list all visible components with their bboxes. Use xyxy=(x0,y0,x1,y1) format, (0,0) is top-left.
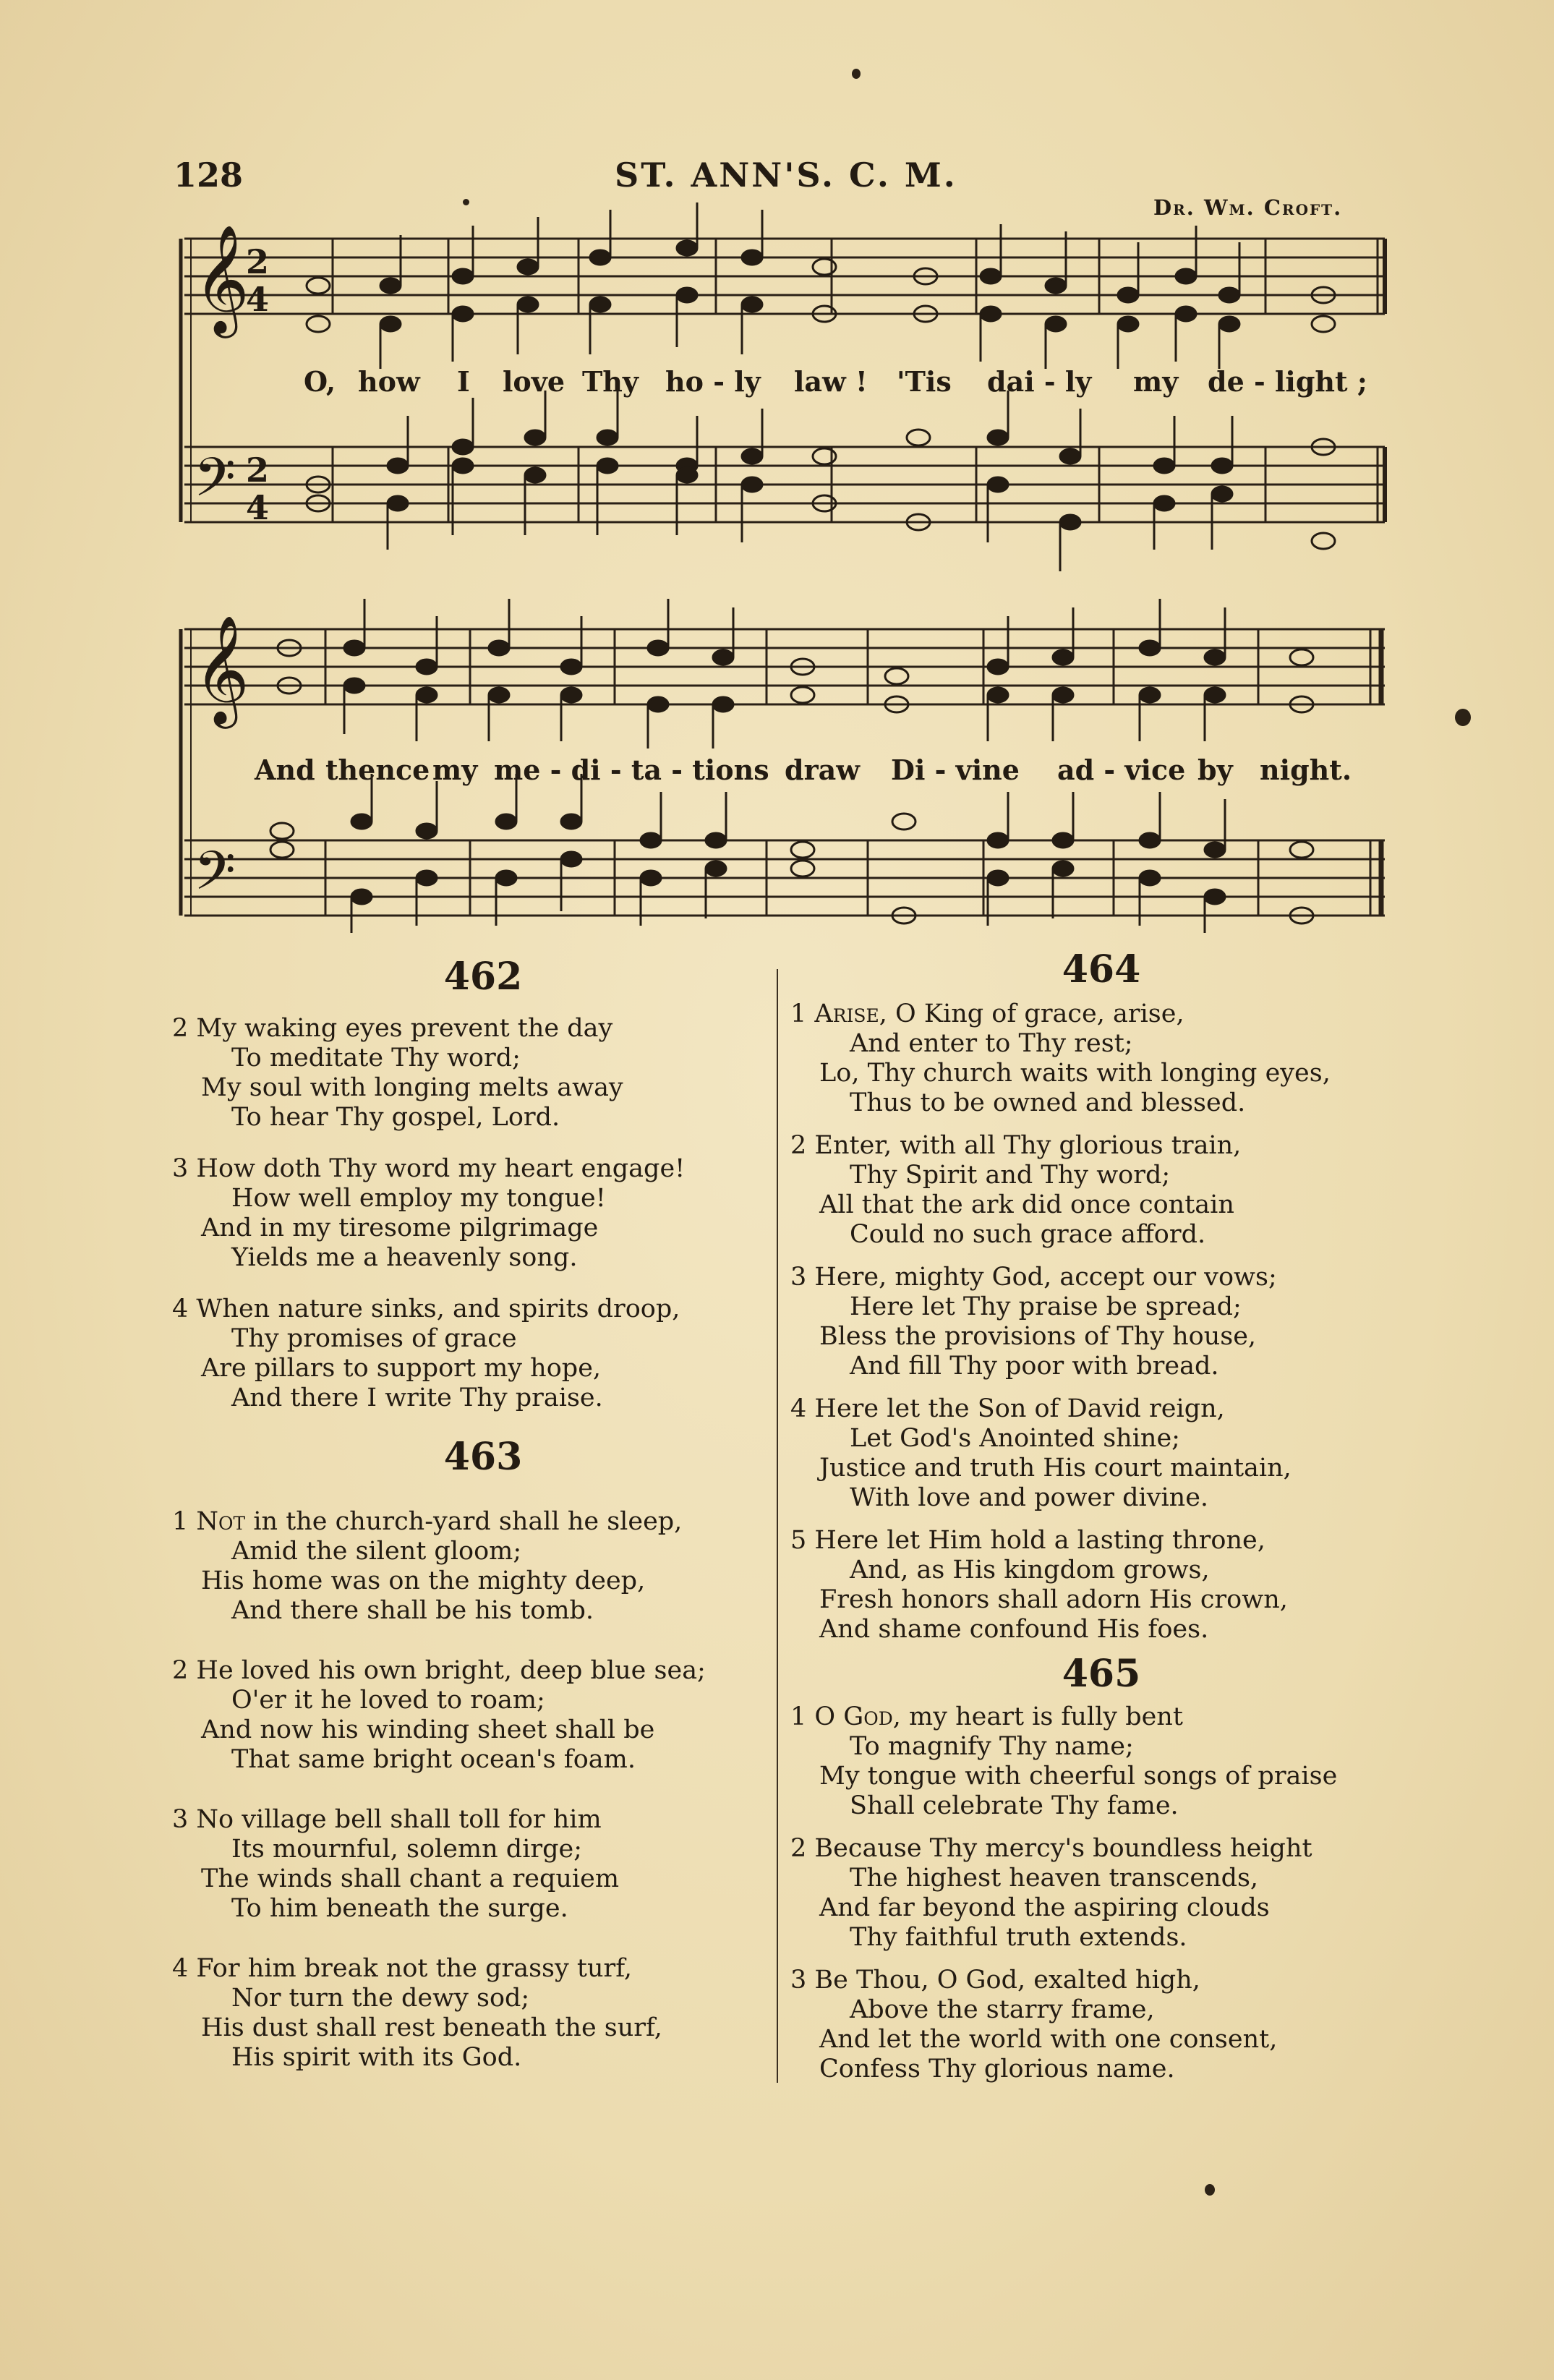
lyric-syllable: by xyxy=(1197,754,1233,786)
verse-line: O'er it he loved to roam; xyxy=(231,1686,545,1715)
stanza xyxy=(790,1702,1412,1821)
stanza-number: 1 xyxy=(172,1507,189,1536)
music-score xyxy=(0,0,1554,933)
stanza xyxy=(790,1263,1412,1381)
hymn-464 xyxy=(790,947,1412,1645)
verse-line: To meditate Thy word; xyxy=(231,1044,521,1072)
stanza-number: 3 xyxy=(172,1805,189,1834)
stanza-number: 3 xyxy=(790,1263,807,1292)
verse-line: And shame confound His foes. xyxy=(819,1615,1209,1644)
verse-line: Enter, with all Thy glorious train, xyxy=(814,1131,1242,1160)
verse-line: My tongue with cheerful songs of praise xyxy=(819,1762,1338,1791)
stanza xyxy=(172,1507,794,1626)
stanza xyxy=(172,1295,794,1413)
verse-line: His dust shall rest beneath the surf, xyxy=(201,2013,662,2042)
stanza xyxy=(790,1834,1412,1953)
verse-line: , my heart is fully bent xyxy=(892,1702,1183,1731)
lyric-syllable: me - di - ta - tions xyxy=(494,754,769,786)
lyric-syllable: law ! xyxy=(794,365,868,398)
tune-title: ST. ANN'S. C. M. xyxy=(615,155,957,195)
hymn-number: 462 xyxy=(443,955,523,999)
verse-line-prefix: O xyxy=(814,1702,844,1731)
svg-text:2: 2 xyxy=(246,451,270,490)
first-word: Arise xyxy=(814,999,879,1028)
hymn-463 xyxy=(172,1435,794,2073)
verse-line: Above the starry frame, xyxy=(850,1995,1155,2024)
treble-clef-icon: 𝄞 xyxy=(194,223,249,333)
page-number: 128 xyxy=(174,155,244,195)
paper-speck xyxy=(1205,2184,1215,2196)
lyric-syllable: dai - ly xyxy=(987,365,1092,398)
svg-text:4: 4 xyxy=(246,488,270,527)
paper-speck xyxy=(463,199,469,205)
svg-text:2: 2 xyxy=(246,242,270,281)
stanza xyxy=(790,1131,1412,1250)
verse-line: And let the world with one consent, xyxy=(819,2025,1278,2054)
stanza xyxy=(172,1805,794,1924)
paper-speck xyxy=(1455,709,1471,726)
stanza-number: 2 xyxy=(790,1834,807,1863)
verse-line: Here let the Son of David reign, xyxy=(814,1394,1225,1423)
lyric-syllable: 'Tis xyxy=(897,365,952,398)
lyric-syllable: Thy xyxy=(582,365,639,398)
lyric-syllable: de - light ; xyxy=(1208,365,1367,398)
svg-text:4: 4 xyxy=(246,280,270,319)
stanza xyxy=(790,1394,1412,1513)
lyric-syllable: I xyxy=(457,365,470,398)
treble-clef-icon-2: 𝄞 xyxy=(194,614,249,724)
verse-line: Here, mighty God, accept our vows; xyxy=(814,1263,1277,1292)
verse-line: Could no such grace afford. xyxy=(850,1220,1206,1249)
verse-line: My waking eyes prevent the day xyxy=(196,1014,613,1043)
verse-line: How doth Thy word my heart engage! xyxy=(196,1154,686,1183)
verse-line: He loved his own bright, deep blue sea; xyxy=(196,1656,706,1685)
right-column xyxy=(790,947,1412,2106)
stanza-number: 2 xyxy=(172,1014,189,1043)
lyrics-line-2 xyxy=(0,754,1554,790)
verse-line: His spirit with its God. xyxy=(231,2043,522,2072)
verse-line: And far beyond the aspiring clouds xyxy=(819,1893,1270,1922)
lyric-syllable: how xyxy=(358,365,420,398)
lyric-syllable: ad - vice xyxy=(1057,754,1186,786)
verse-line: And fill Thy poor with bread. xyxy=(850,1352,1219,1381)
hymn-number: 465 xyxy=(1062,1652,1141,1696)
hymn-number: 463 xyxy=(443,1435,523,1479)
verse-line: Thus to be owned and blessed. xyxy=(850,1088,1246,1117)
stanza xyxy=(172,1954,794,2073)
verse-line: To hear Thy gospel, Lord. xyxy=(231,1103,560,1132)
stanza-number: 3 xyxy=(172,1154,189,1183)
lyric-syllable: love xyxy=(503,365,565,398)
stanza-number: 1 xyxy=(790,999,807,1028)
paper-speck xyxy=(852,69,861,79)
verse-line: Justice and truth His court maintain, xyxy=(819,1454,1292,1483)
first-word: God xyxy=(843,1702,893,1731)
verse-line: , O King of grace, arise, xyxy=(879,999,1184,1028)
verse-line: The winds shall chant a requiem xyxy=(201,1864,620,1893)
verse-line: Thy Spirit and Thy word; xyxy=(850,1161,1171,1190)
stanza xyxy=(790,999,1412,1118)
bass-staff-1 xyxy=(184,447,1385,522)
stanza-number: 5 xyxy=(790,1526,807,1555)
verse-line: Because Thy mercy's boundless height xyxy=(814,1834,1312,1863)
lyric-syllable: thence xyxy=(325,754,430,786)
stanza-number: 2 xyxy=(790,1131,807,1160)
stanza xyxy=(172,1656,794,1775)
hymn-462 xyxy=(172,955,794,1413)
stanza-number: 2 xyxy=(172,1656,189,1685)
stanza xyxy=(172,1154,794,1273)
verse-line: To him beneath the surge. xyxy=(231,1894,568,1923)
verse-line: Lo, Thy church waits with longing eyes, xyxy=(819,1059,1331,1088)
first-word: Not xyxy=(196,1507,246,1536)
verse-line: Confess Thy glorious name. xyxy=(819,2055,1175,2083)
verse-line: Yields me a heavenly song. xyxy=(231,1243,578,1272)
bass-clef-icon-2: 𝄢 xyxy=(194,840,236,916)
verse-line: How well employ my tongue! xyxy=(231,1184,606,1213)
treble-staff-1 xyxy=(184,239,1385,314)
composer-credit: Dr. Wm. Croft. xyxy=(1153,195,1343,220)
lyric-syllable: Di - vine xyxy=(891,754,1020,786)
verse-line: All that the ark did once contain xyxy=(819,1190,1234,1219)
stanza-number: 3 xyxy=(790,1966,807,1995)
verse-line: With love and power divine. xyxy=(850,1483,1209,1512)
verse-line: Be Thou, O God, exalted high, xyxy=(814,1966,1200,1995)
verse-line: Here let Thy praise be spread; xyxy=(850,1292,1242,1321)
verse-line: Thy promises of grace xyxy=(231,1324,517,1353)
lyric-syllable: O, xyxy=(304,365,336,398)
verse-line: Nor turn the dewy sod; xyxy=(231,1984,530,2013)
verse-line: Shall celebrate Thy fame. xyxy=(850,1791,1179,1820)
verse-line: His home was on the mighty deep, xyxy=(201,1566,646,1595)
stanza xyxy=(172,1014,794,1133)
lyric-syllable: my xyxy=(1133,365,1179,398)
bass-clef-icon: 𝄢 xyxy=(194,446,236,522)
stanza-number: 4 xyxy=(172,1954,189,1983)
lyric-syllable: my xyxy=(432,754,478,786)
stanza-number: 4 xyxy=(790,1394,807,1423)
lyrics-line-1 xyxy=(0,365,1554,401)
verse-line: And in my tiresome pilgrimage xyxy=(201,1214,599,1242)
verse-line: Bless the provisions of Thy house, xyxy=(819,1322,1257,1351)
verse-line: And there shall be his tomb. xyxy=(231,1596,594,1625)
stanza xyxy=(790,1966,1412,2084)
verse-line: The highest heaven transcends, xyxy=(850,1864,1259,1893)
stanza-number: 1 xyxy=(790,1702,807,1731)
stanza-number: 4 xyxy=(172,1295,189,1323)
verse-line: And there I write Thy praise. xyxy=(231,1383,603,1412)
hymn-number: 464 xyxy=(1062,947,1141,991)
verse-line: Amid the silent gloom; xyxy=(231,1537,522,1566)
left-column xyxy=(172,955,794,2094)
verse-line: Are pillars to support my hope, xyxy=(201,1354,602,1383)
verse-line: That same bright ocean's foam. xyxy=(231,1745,636,1774)
verse-line: And now his winding sheet shall be xyxy=(201,1715,655,1744)
verse-line: My soul with longing melts away xyxy=(201,1073,623,1102)
verse-line: Thy faithful truth extends. xyxy=(850,1923,1187,1952)
verse-line: To magnify Thy name; xyxy=(850,1732,1134,1761)
verse-line: in the church-yard shall he sleep, xyxy=(245,1507,683,1536)
lyric-syllable: And xyxy=(255,754,315,786)
verse-line: Let God's Anointed shine; xyxy=(850,1424,1180,1453)
verse-line: Here let Him hold a lasting throne, xyxy=(814,1526,1265,1555)
verse-line: For him break not the grassy turf, xyxy=(196,1954,633,1983)
verse-line: Its mournful, solemn dirge; xyxy=(231,1835,583,1864)
verse-line: And enter to Thy rest; xyxy=(850,1029,1133,1058)
hymn-465 xyxy=(790,1652,1412,2084)
lyric-syllable: ho - ly xyxy=(665,365,761,398)
lyric-syllable: night. xyxy=(1260,754,1352,786)
verse-line: Fresh honors shall adorn His crown, xyxy=(819,1585,1288,1614)
verse-line: When nature sinks, and spirits droop, xyxy=(196,1295,680,1323)
lyric-syllable: draw xyxy=(785,754,860,786)
verse-line: No village bell shall toll for him xyxy=(196,1805,602,1834)
verse-line: And, as His kingdom grows, xyxy=(850,1556,1210,1584)
stanza xyxy=(790,1526,1412,1645)
